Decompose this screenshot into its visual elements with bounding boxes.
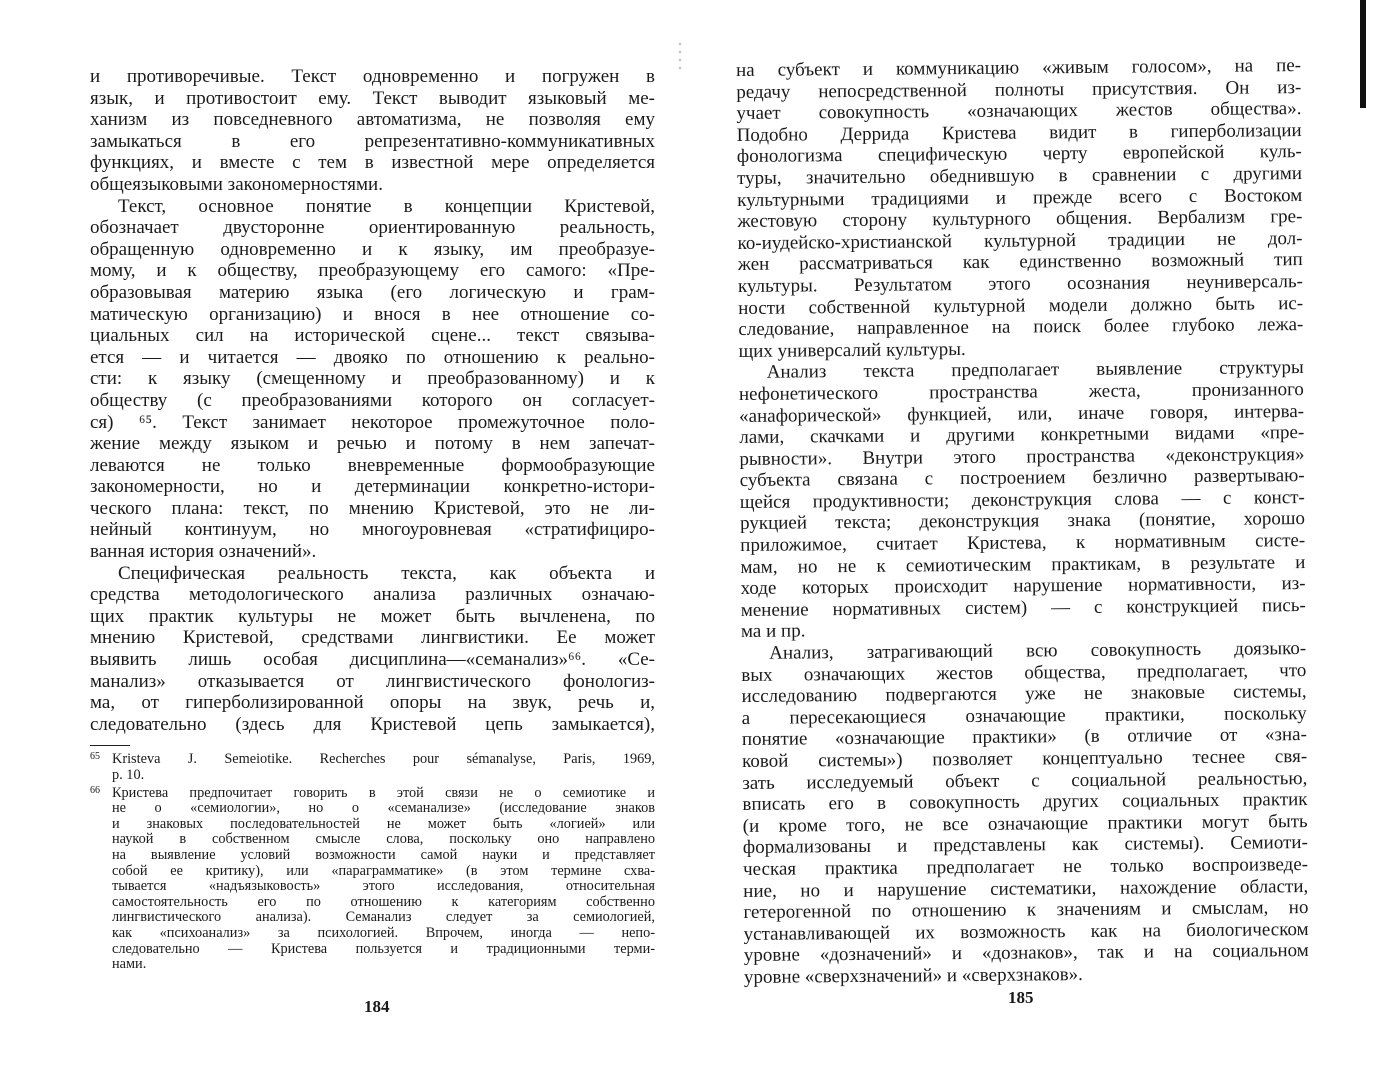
footnote-mark: 65 <box>90 752 100 763</box>
text-line: нефонетического пространства жеста, пронизанного <box>738 378 1304 405</box>
text-line: культуры. Результатом этого осознания неуниверсаль- <box>737 270 1304 297</box>
text-line: ние, но и нарушение систематики, нахождение области, <box>743 875 1309 902</box>
text-line: гетерогенной по отношению к значениям и смыслам, но <box>743 897 1309 924</box>
text-line: матическую организацию) и внося в нее отношение со- <box>90 303 655 325</box>
footnote-text: не о «семиологии», но о «семанализе» (исследование знаков <box>112 801 655 817</box>
text-line: формализованы и представлены как системы). Семиоти- <box>742 832 1308 859</box>
footnote-text: p. 10. <box>112 768 145 783</box>
text-line: ханизм из повседневного автоматизма, не позволяя ему <box>90 109 655 131</box>
text-line: щейся продуктивности; деконструкция слова — с конст- <box>739 486 1305 513</box>
footnote-line <box>90 926 655 942</box>
footnote-line <box>90 957 655 973</box>
footnote-line <box>90 786 655 802</box>
text-line: следовательно (здесь для Кристевой цепь замыкается), <box>90 713 655 735</box>
text-line: Анализ текста предполагает выявление структуры <box>766 357 1304 384</box>
text-line: функциях, и вместе с тем в известной мере определяется <box>90 152 655 174</box>
text-line: туры, значительно обеднившую в сравнении с другими <box>736 163 1303 189</box>
text-line: исследованию подвергаются уже не знаковые системы, <box>741 681 1307 708</box>
text-line: жестовую сторону культурного общения. Вербализм гре- <box>737 206 1303 233</box>
footnote-line <box>90 848 655 864</box>
text-line: обращенную одновременно и к языку, им преобразуе- <box>90 238 655 260</box>
text-line: уровне «дозначений» и «дознаков», так и на социальном <box>743 940 1309 967</box>
footnote-text: самостоятельность его по отношению к категориям собственно <box>112 894 655 910</box>
footnote-separator <box>90 745 130 746</box>
footnote-line <box>90 801 655 817</box>
text-line: вых означающих жестов общества, предполагает, что <box>741 659 1307 686</box>
text-line: замыкаться в его репрезентативно-коммуникативных <box>90 130 655 152</box>
text-line: а пересекающиеся означающие практики, поскольку <box>741 702 1307 729</box>
text-line: сти: к языку (смещенному и преобразованному) и к <box>90 368 655 390</box>
text-line: образовывая материю языка (его логическую и грам- <box>90 281 655 303</box>
text-line: ма, от гиперболизированной опоры на звук, речь и, <box>90 692 655 714</box>
footnote-line <box>90 864 655 880</box>
text-line: ванная история означений». <box>90 541 317 563</box>
footnote-text: тывается «надъязыковость» этого исследования, относительная <box>112 879 655 895</box>
text-line: щих универсалий культуры. <box>738 338 966 362</box>
footnote-text: собой ее критику), или «параграмматике» (в этом термине схва- <box>112 863 655 879</box>
text-line: редачу непосредственной полноты присутствия. Он из- <box>736 76 1302 103</box>
text-line: закономерности, но и детерминации конкретно-истори- <box>90 476 655 498</box>
text-line: уровне «сверхзначений» и «сверхзнаков». <box>743 963 1083 988</box>
text-line: выявить лишь особая дисциплина—«семанализ»⁶⁶. «Се- <box>90 649 655 671</box>
text-line: ковой системы») позволяет концептуально теснее свя- <box>742 746 1308 772</box>
text-line: устанавливающей их возможность как на биологическом <box>743 918 1309 945</box>
text-line: ческая практика предполагает не только воспроизведе- <box>742 854 1309 880</box>
text-line: приложимое, считает Кристева, к нормативным систе- <box>740 530 1306 557</box>
text-line: манализ» отказывается от лингвистического фонологиз- <box>90 670 655 692</box>
left-page <box>0 0 688 1073</box>
text-line: леваются не только вневременные формообразующие <box>90 454 655 476</box>
footnote-text: как «психоанализ» за психологией. Впрочем, иногда — непо- <box>112 925 655 941</box>
gutter-marks <box>678 40 682 70</box>
page-number-right: 185 <box>1008 988 1034 1007</box>
footnote-text: и знаковых последовательностей не может быть «логией» или <box>112 816 655 832</box>
footnote-line <box>90 768 655 784</box>
text-line: фонологизма специфическую черту европейской куль- <box>736 141 1302 168</box>
text-line: рукцией текста; деконструкция знака (понятие, хорошо <box>739 508 1306 535</box>
text-line: жение между языком и речью и потому в нем запечат- <box>90 433 655 455</box>
text-line: ходе которых происходит нарушение нормативности, из- <box>740 573 1306 600</box>
footnote-line <box>90 752 655 768</box>
text-line: лами, скачками и другими конкретными видами «пре- <box>739 422 1305 449</box>
footnote-line <box>90 817 655 833</box>
text-line: общеязыковыми закономерностями. <box>90 173 383 195</box>
text-line: ко-иудейско-христианской культурной традиции не дол- <box>737 227 1303 254</box>
text-line: средства методологического анализа различных означаю- <box>90 584 655 606</box>
text-line: следование, направленное на поиск более глубоко лежа- <box>738 314 1304 341</box>
text-line: ческого плана: текст, по мнению Кристевой, это не ли- <box>90 497 655 519</box>
footnote-line <box>90 942 655 958</box>
text-line: понятие «означающие практики» (в отличие от «зна- <box>741 724 1308 751</box>
footnote-text: лингвистического анализа). Семанализ следует за семиологией, <box>112 910 655 926</box>
text-line: и противоречивые. Текст одновременно и погружен в <box>90 66 655 87</box>
text-line: зать исследуемый объект с социальной реальностью, <box>742 767 1308 794</box>
footnote-mark: 66 <box>90 785 100 796</box>
text-line: ма и пр. <box>740 620 806 643</box>
text-line: щих практик культуры не может быть вычленена, по <box>90 605 655 627</box>
text-line: циальных сил на исторической сцене... текст связыва- <box>90 325 655 347</box>
text-line: Подобно Деррида Кристева видит в гиперболизации <box>736 119 1302 146</box>
text-line: менение нормативных систем) — с конструкцией пись- <box>740 594 1306 621</box>
footnote-line <box>90 910 655 926</box>
right-body-text <box>736 55 1309 988</box>
footnote-line <box>90 832 655 848</box>
page-number-left: 184 <box>364 997 390 1016</box>
text-line: субъекта связана с построением безлично развертываю- <box>739 465 1305 492</box>
right-page <box>688 0 1377 1073</box>
text-line: «анафорической» функцией, или, иначе говоря, интерва- <box>739 400 1305 427</box>
text-line: вписать его в совокупность других социальных практик <box>742 789 1308 816</box>
footnote-text: наукой в собственном смысле слова, поскольку оно направлено <box>112 832 655 848</box>
text-line: ности собственной культурной модели должно быть ис- <box>738 292 1304 319</box>
text-line: рывности». Внутри этого пространства «деконструкция» <box>739 443 1305 470</box>
footnote-text: Кристева предпочитает говорить в этой связи не о семиотике и <box>112 785 655 801</box>
text-line: мому, и к обществу, преобразующему его самого: «Пре- <box>90 260 655 282</box>
text-line: на субъект и коммуникацию «живым голосом», на пе- <box>736 55 1302 81</box>
text-line: ся) ⁶⁵. Текст занимает некоторое промежуточное поло- <box>90 411 655 433</box>
text-line: учает совокупность «означающих жестов общества». <box>736 98 1302 125</box>
footnote-text: нами. <box>112 957 147 973</box>
text-line: мам, но не к семиотическим практикам, в результате и <box>740 551 1306 578</box>
text-line: мнению Кристевой, средствами лингвистики. Ее может <box>90 627 655 649</box>
text-line: язык, и противостоит ему. Текст выводит языковый ме- <box>90 87 655 109</box>
text-line: нейный континуум, но многоуровневая «стратифициро- <box>90 519 655 541</box>
text-line: Специфическая реальность текста, как объекта и <box>118 562 655 584</box>
footnote-text: следовательно — Кристева пользуется и традиционными терми- <box>112 941 655 957</box>
scan-edge-shadow <box>1360 0 1366 108</box>
footnote-line <box>90 879 655 895</box>
text-line: (и кроме того, не все означающие практики могут быть <box>742 810 1308 837</box>
text-line: Анализ, затрагивающий всю совокупность доязыко- <box>769 638 1307 664</box>
text-line: обществу (с преобразованиями которого он согласует- <box>90 389 655 411</box>
text-line: жен рассматриваться как единственно возможный тип <box>737 249 1303 276</box>
footnote-line <box>90 895 655 911</box>
left-body-text <box>90 66 655 975</box>
text-line: Текст, основное понятие в концепции Кристевой, <box>118 195 655 217</box>
text-line: обозначает двусторонне ориентированную реальность, <box>90 217 655 239</box>
footnote-text: Kristeva J. Semeiotike. Recherches pour sémanalyse, Paris, 1969, <box>112 752 655 768</box>
text-line: культурными традициями и прежде всего с Востоком <box>737 184 1303 211</box>
text-line: ется — и читается — двояко по отношению к реально- <box>90 346 655 368</box>
footnote-text: на выявление условий возможности самой науки и представляет <box>112 847 655 863</box>
